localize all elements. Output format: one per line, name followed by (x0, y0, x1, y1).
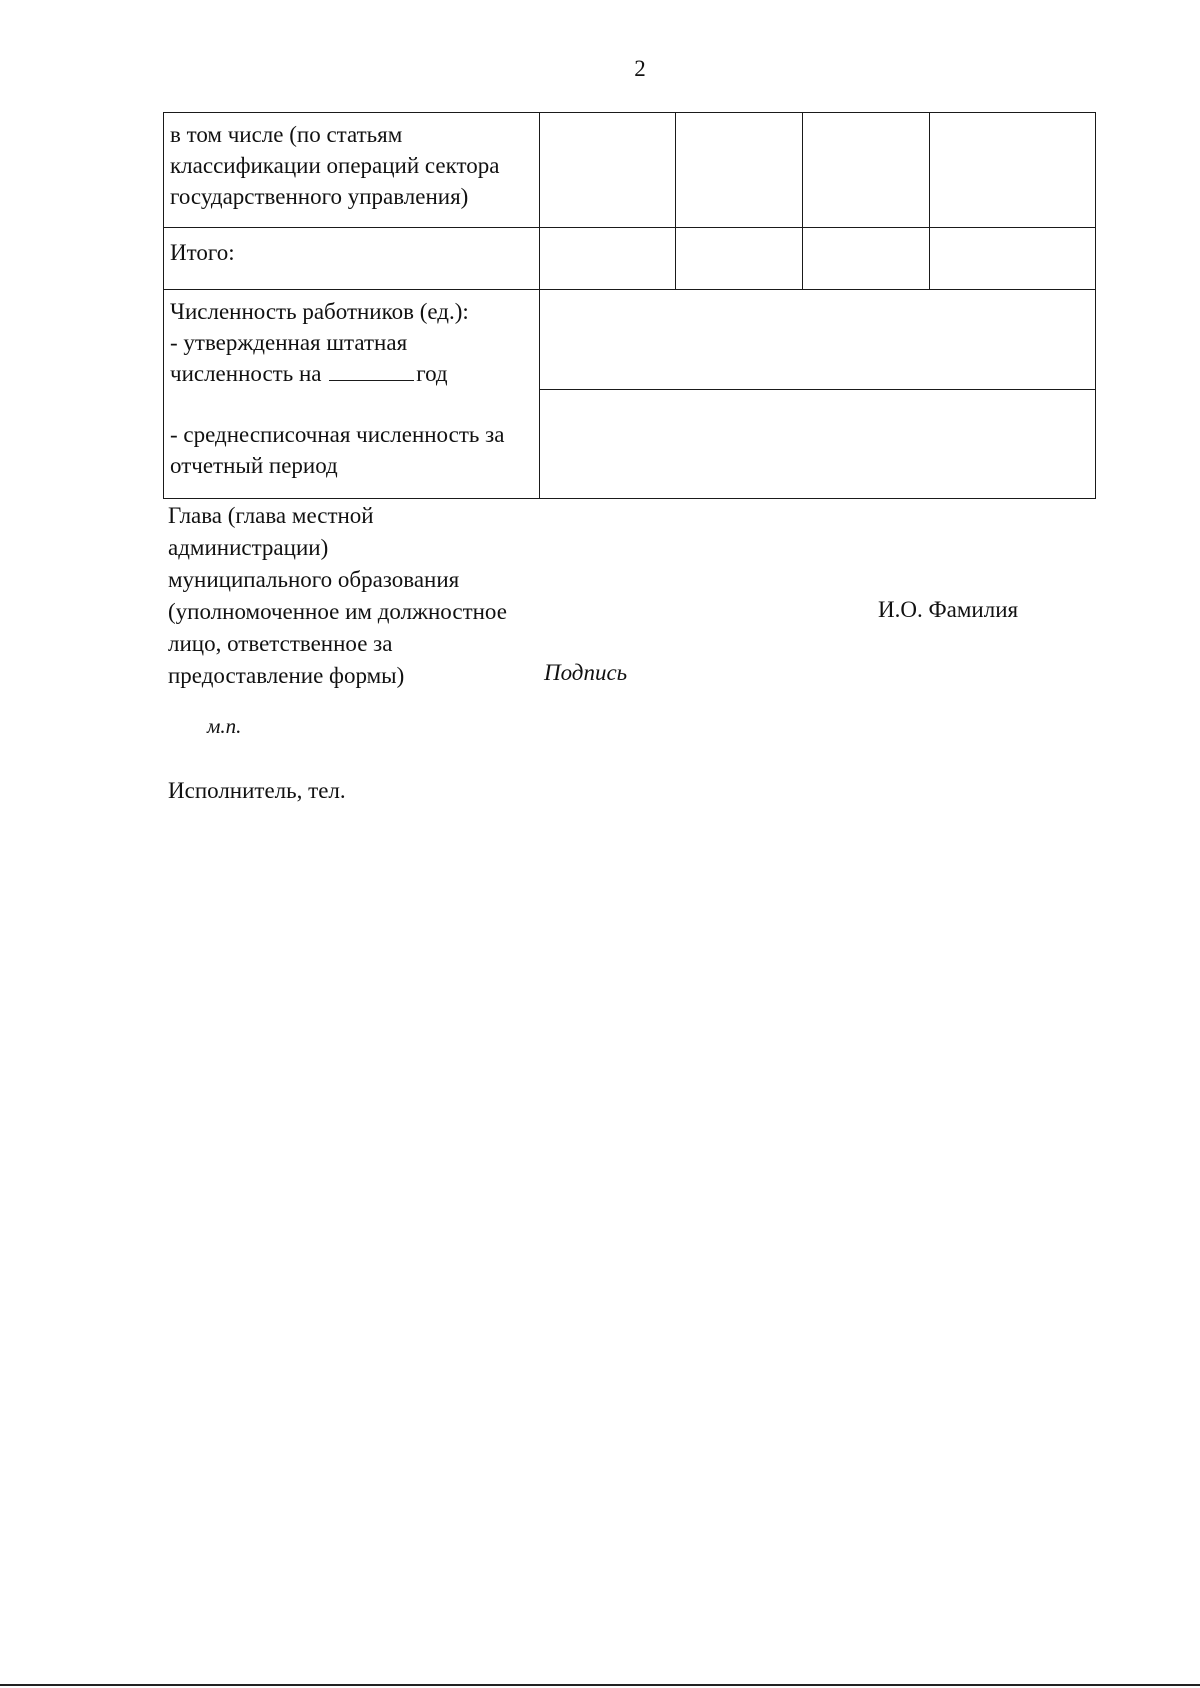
bottom-scan-edge (0, 1684, 1200, 1686)
signatory-position-line: муниципального образования (168, 567, 460, 592)
staff-value-box (540, 290, 1095, 498)
table-row-total (164, 228, 1096, 290)
total-value-cell (540, 228, 676, 290)
total-label: Итого: (164, 228, 540, 290)
approved-staff-prefix: численность на (170, 361, 322, 386)
approved-staff-label: - утвержденная штатная (170, 330, 408, 355)
page-number: 2 (634, 56, 646, 81)
articles-value-cell (930, 113, 1096, 228)
articles-label-line: государственного управления) (170, 184, 469, 209)
executor-label: Исполнитель, тел. (168, 778, 346, 803)
signatory-position-line: (уполномоченное им должностное (168, 599, 507, 624)
signature-hint: Подпись (544, 660, 628, 685)
year-blank-field[interactable] (329, 360, 414, 381)
articles-value-cell (803, 113, 930, 228)
approved-staff-value (540, 290, 1095, 390)
staff-label-cell (164, 290, 540, 499)
total-value-cell (676, 228, 803, 290)
table-row-staff (164, 290, 1096, 499)
signatory-position (168, 500, 507, 692)
signatory-name: И.О. Фамилия (878, 597, 1019, 622)
average-staff-label-cont: отчетный период (170, 453, 338, 478)
approved-staff-date-line (170, 358, 533, 389)
articles-label-cell (164, 113, 540, 228)
staff-value-cell (540, 290, 1096, 499)
articles-label-line: классификации операций сектора (170, 153, 500, 178)
table-row-articles (164, 113, 1096, 228)
total-value-cell (930, 228, 1096, 290)
average-staff-value (540, 390, 1095, 498)
signatory-position-line: администрации) (168, 535, 329, 560)
signatory-position-line: предоставление формы) (168, 663, 405, 688)
staff-heading: Численность работников (ед.): (170, 299, 469, 324)
average-staff-label: - среднесписочная численность за (170, 422, 505, 447)
signatory-position-line: Глава (глава местной (168, 503, 374, 528)
total-value-cell (803, 228, 930, 290)
signatory-position-line: лицо, ответственное за (168, 631, 393, 656)
articles-value-cell (676, 113, 803, 228)
approved-staff-suffix: год (416, 361, 448, 386)
spacer (170, 389, 533, 419)
stamp-mark: м.п. (207, 714, 242, 738)
articles-value-cell (540, 113, 676, 228)
articles-label-line: в том числе (по статьям (170, 122, 403, 147)
report-table (163, 112, 1096, 499)
